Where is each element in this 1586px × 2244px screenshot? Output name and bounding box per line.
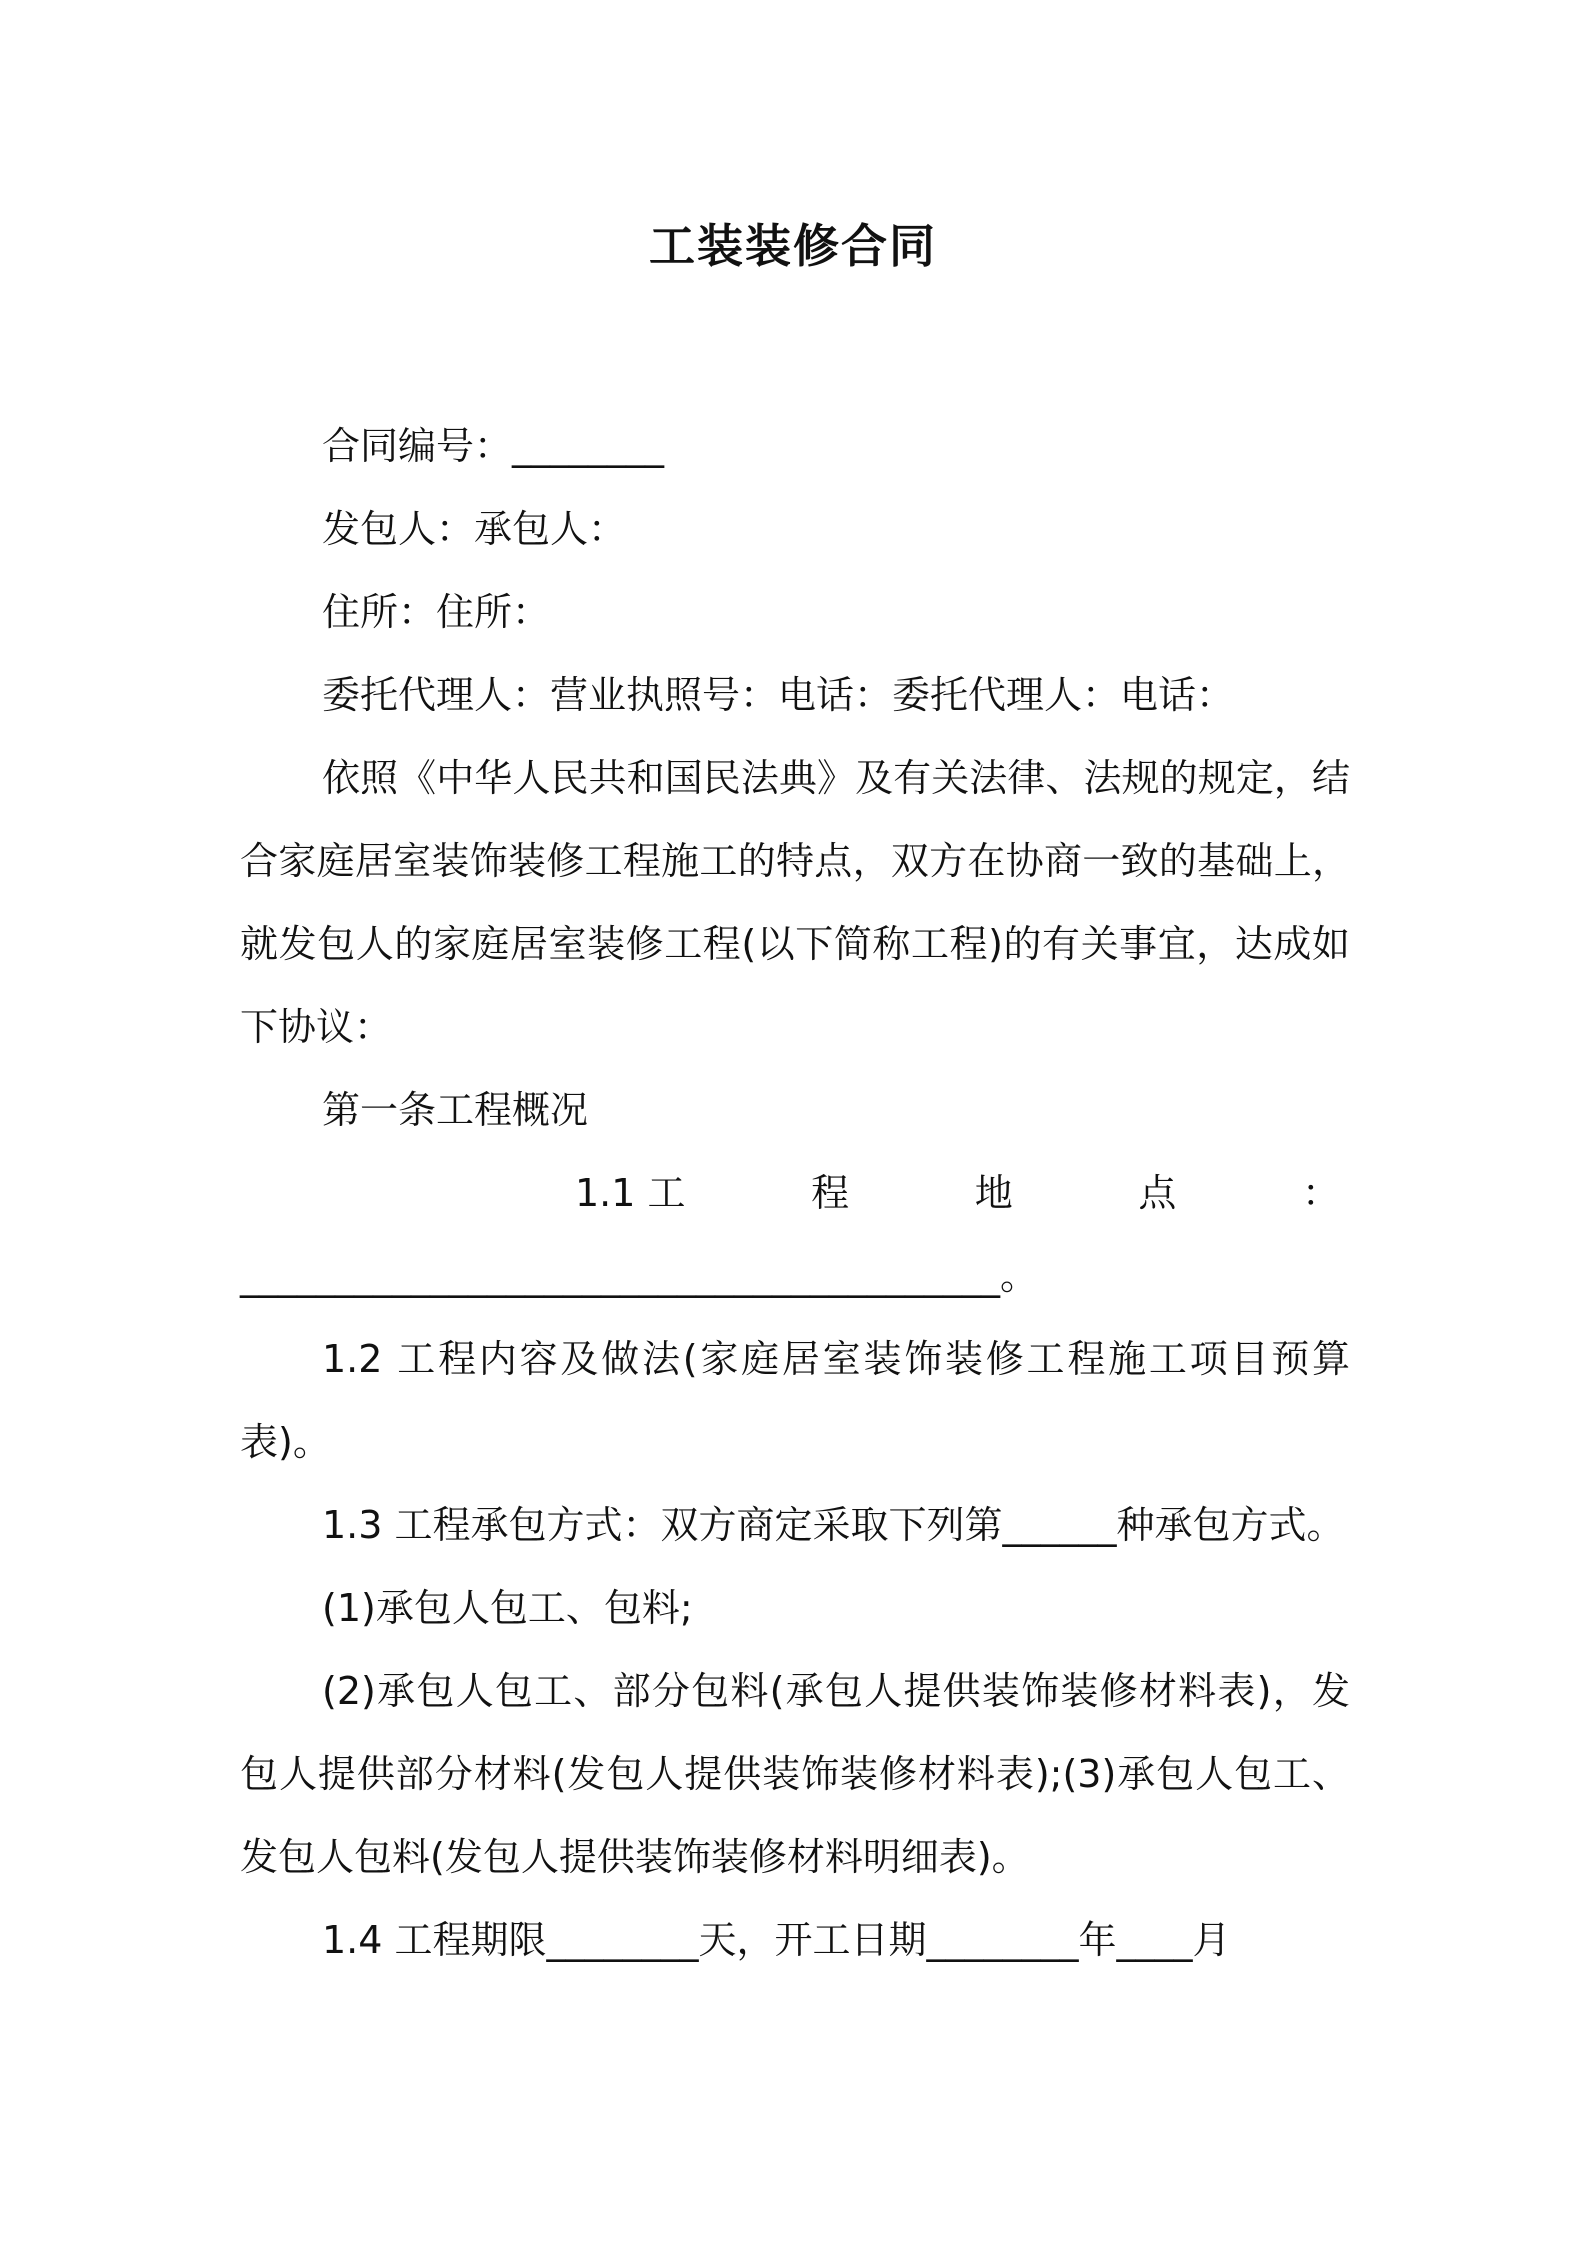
item-1-2: 1.2 工程内容及做法(家庭居室装饰装修工程施工项目预算表)。 xyxy=(240,1337,1350,1464)
preamble-paragraph: 依照《中华人民共和国民法典》及有关法律、法规的规定，结合家庭居室装饰装修工程施工的特点，双方在协商一致的基础上，就发包人的家庭居室装修工程(以下简称工程)的有关事宜，达成如下协议： xyxy=(240,756,1350,1049)
agent-line: 委托代理人：营业执照号：电话：委托代理人：电话： xyxy=(322,673,1235,717)
option-2-3: (2)承包人包工、部分包料(承包人提供装饰装修材料表)，发包人提供部分材料(发包人提供装饰装修材料表);(3)承包人包工、发包人包料(发包人提供装饰装修材料明细表)。 xyxy=(240,1669,1350,1879)
item-1-1-char: 程 xyxy=(811,1171,850,1215)
contract-number-line: 合同编号：________ xyxy=(322,424,665,468)
address-line: 住所：住所： xyxy=(322,590,551,634)
item-1-3: 1.3 工程承包方式：双方商定采取下列第______种承包方式。 xyxy=(322,1503,1345,1547)
item-1-4: 1.4 工程期限________天，开工日期________年____月 xyxy=(322,1918,1231,1962)
document-body xyxy=(240,405,1350,1982)
item-1-1-blank: ________________________________________。 xyxy=(240,1254,1039,1298)
item-1-1-char: 地 xyxy=(974,1171,1013,1215)
parties-line: 发包人：承包人： xyxy=(322,507,627,551)
item-1-1-char: 1.1 工 xyxy=(575,1171,686,1215)
item-1-1-char: 点 xyxy=(1138,1171,1177,1215)
item-1-1-label xyxy=(240,1152,1350,1235)
article-1-heading: 第一条工程概况 xyxy=(322,1088,589,1132)
option-1: (1)承包人包工、包料; xyxy=(322,1586,693,1630)
document-title: 工装装修合同 xyxy=(649,219,937,273)
item-1-1-char: ： xyxy=(1301,1171,1340,1215)
